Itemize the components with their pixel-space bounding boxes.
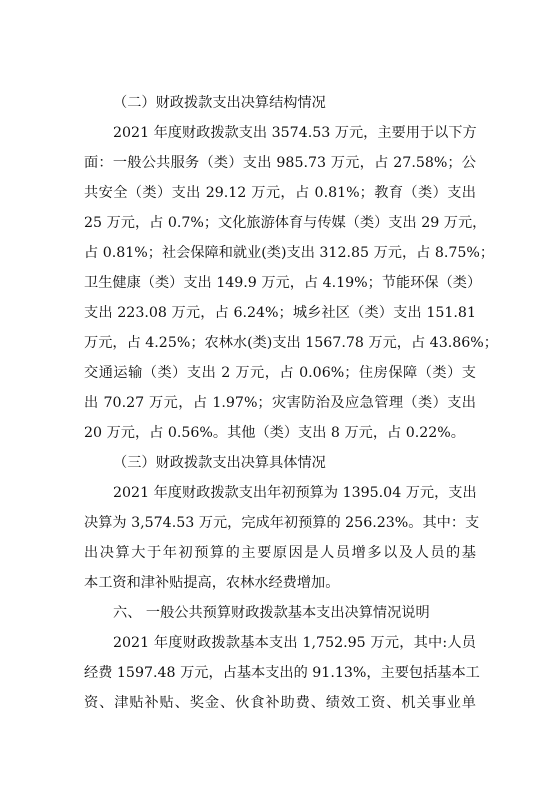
paragraph-line: 交通运输（类）支出 2 万元，占 0.06%；住房保障（类）支 xyxy=(84,365,476,381)
paragraph-line: 资、津贴补贴、奖金、伙食补助费、绩效工资、机关事业单 xyxy=(84,695,476,711)
section-heading-detail: （三）财政拨款支出决算具体情况 xyxy=(113,455,326,471)
paragraph-line: 支出 223.08 万元，占 6.24%；城乡社区（类）支出 151.81 xyxy=(84,305,476,321)
paragraph-line: 2021 年度财政拨款支出 3574.53 万元，主要用于以下方 xyxy=(113,125,477,141)
section-heading-basic-expenditure: 六、 一般公共预算财政拨款基本支出决算情况说明 xyxy=(113,605,430,621)
paragraph-line: 25 万元，占 0.7%；文化旅游体育与传媒（类）支出 29 万元， xyxy=(84,215,487,231)
paragraph-line: 2021 年度财政拨款基本支出 1,752.95 万元，其中:人员 xyxy=(113,635,476,651)
paragraph-line: 面：一般公共服务（类）支出 985.73 万元，占 27.58%；公 xyxy=(84,155,476,171)
paragraph-line: 经费 1597.48 万元，占基本支出的 91.13%，主要包括基本工 xyxy=(84,665,480,681)
paragraph-line: 万元，占 4.25%；农林水(类)支出 1567.78 万元，占 43.86%； xyxy=(84,335,498,351)
paragraph-line: 2021 年度财政拨款支出年初预算为 1395.04 万元，支出 xyxy=(113,485,477,501)
paragraph-line: 出 70.27 万元，占 1.97%；灾害防治及应急管理（类）支出 xyxy=(84,395,476,411)
paragraph-line: 20 万元，占 0.56%。其他（类）支出 8 万元，占 0.22%。 xyxy=(84,425,465,441)
paragraph-line: 卫生健康（类）支出 149.9 万元，占 4.19%；节能环保（类） xyxy=(84,275,482,291)
paragraph-line: 共安全（类）支出 29.12 万元，占 0.81%；教育（类）支出 xyxy=(84,185,476,201)
paragraph-line: 决算为 3,574.53 万元，完成年初预算的 256.23%。其中：支 xyxy=(84,515,480,531)
paragraph-line: 出决算大于年初预算的主要原因是人员增多以及人员的基 xyxy=(84,545,476,561)
paragraph-line: 本工资和津补贴提高，农林水经费增加。 xyxy=(84,575,340,591)
section-heading-structure: （二）财政拨款支出决算结构情况 xyxy=(113,95,326,111)
paragraph-line: 占 0.81%；社会保障和就业(类)支出 312.85 万元，占 8.75%； xyxy=(84,245,495,261)
